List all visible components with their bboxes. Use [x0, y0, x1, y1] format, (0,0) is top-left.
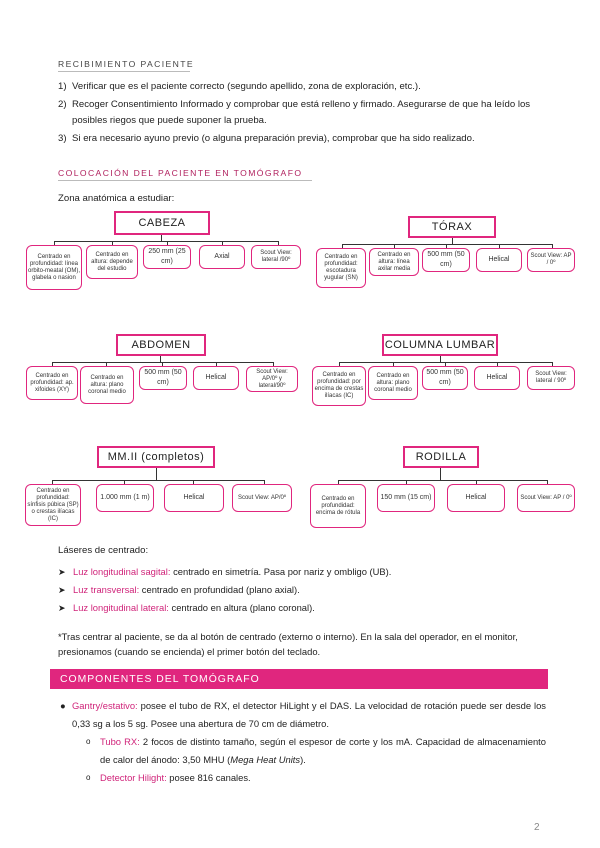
diagram-box: Centrado en altura: plano coronal medio — [368, 366, 418, 400]
page-number: 2 — [534, 822, 540, 833]
connector — [52, 480, 264, 481]
circle-bullet-icon: o — [86, 773, 91, 782]
title-underline — [58, 180, 312, 181]
detector-item: o Detector Hilight: posee 816 canales. — [86, 769, 546, 787]
list-item: ➤ Luz transversal: centrado en profundidad (plano axial). — [58, 581, 538, 599]
arrow-bullet-icon: ➤ — [58, 603, 66, 613]
diagram-box: Scout View: lateral /90º — [251, 245, 301, 269]
tubo-item: o Tubo RX: 2 focos de distinto tamaño, según el espesor de corte y los mA. Capacidad de almacenamiento de calor del ánodo: 3,50 MHU (Mega Heat Units). — [86, 733, 546, 769]
diagram-head-abdomen: ABDOMEN — [116, 334, 206, 356]
recibimiento-list — [58, 79, 546, 149]
list-item: ➤ Luz longitudinal sagital: centrado en simetría. Pasa por nariz y ombligo (UB). — [58, 563, 538, 581]
diagram-box: Centrado en profundidad: ap. xifoides (XY) — [26, 366, 78, 400]
laseres-title: Láseres de centrado: — [58, 545, 149, 556]
zona-label: Zona anatómica a estudiar: — [58, 193, 175, 204]
diagram-box: Centrado en altura: plano coronal medio — [80, 366, 134, 404]
list-item: ➤ Luz longitudinal lateral: centrado en altura (plano coronal). — [58, 599, 538, 617]
diagram-head-torax: TÓRAX — [408, 216, 496, 238]
section-title-recibimiento: RECIBIMIENTO PACIENTE — [58, 59, 195, 69]
diagram-box: Helical — [447, 484, 505, 512]
circle-bullet-icon: o — [86, 737, 91, 746]
bullet-icon: ● — [60, 700, 66, 711]
diagram-box: 250 mm (25 cm) — [143, 245, 191, 269]
diagram-box: Scout View: AP/0º y lateral/90º — [246, 366, 298, 392]
laseres-list — [58, 563, 538, 617]
diagram-head-cabeza: CABEZA — [114, 211, 210, 235]
diagram-box: 150 mm (15 cm) — [377, 484, 435, 512]
diagram-box: Scout View: AP/0º — [232, 484, 292, 512]
diagram-box: Helical — [474, 366, 520, 390]
diagram-head-rodilla: RODILLA — [403, 446, 479, 468]
diagram-box: Scout View: AP / 0º — [517, 484, 575, 512]
connector — [156, 468, 157, 480]
diagram-box: 1.000 mm (1 m) — [96, 484, 154, 512]
diagram-head-mmii: MM.II (completos) — [97, 446, 215, 468]
diagram-box: Scout View: lateral / 90º — [527, 366, 575, 390]
diagram-box: 500 mm (50 cm) — [422, 248, 470, 272]
diagram-box: Helical — [164, 484, 224, 512]
diagram-box: 500 mm (50 cm) — [422, 366, 468, 390]
diagram-box: Helical — [193, 366, 239, 390]
connector — [440, 468, 441, 480]
connector — [338, 480, 547, 481]
list-item: 2) Recoger Consentimiento Informado y comprobar que está relleno y firmado. Asegurarse de que ha leído los posibles riegos que puede suponer la prueba. — [58, 99, 531, 126]
diagram-box: Centrado en altura: línea axilar media — [369, 248, 419, 276]
diagram-box: Axial — [199, 245, 245, 269]
diagram-box: Centrado en profundidad: encima de rótula — [310, 484, 366, 528]
diagram-head-columna: COLUMNA LUMBAR — [382, 334, 498, 356]
arrow-bullet-icon: ➤ — [58, 567, 66, 577]
gantry-item: ● Gantry/estativo: posee el tubo de RX, el detector HiLight y el DAS. La velocidad de rotación puede ser desde los 0,33 sg a los 5 sg. Posee una abertura de 70 cm de diámetro. — [60, 697, 546, 733]
section-title-colocacion: COLOCACIÓN DEL PACIENTE EN TOMÓGRAFO — [58, 168, 303, 178]
diagram-box: Centrado en altura: depende del estudio — [86, 245, 138, 279]
list-item: 1) Verificar que es el paciente correcto (segundo apellido, zona de exploración, etc.). — [58, 81, 421, 92]
diagram-box: Helical — [476, 248, 522, 272]
title-underline — [58, 71, 190, 72]
arrow-bullet-icon: ➤ — [58, 585, 66, 595]
connector — [342, 244, 552, 245]
centrado-note: *Tras centrar al paciente, se da al botón de centrado (externo o interno). En la sala del operador, en el monitor, presionamos (cuando se encienda) el primer botón del teclado. — [58, 631, 518, 657]
diagram-box: Centrado en profundidad: por encima de crestas ilíacas (IC) — [312, 366, 366, 406]
diagram-box: Centrado en profundidad: línea orbito-meatal (OM), glabela o nasion — [26, 245, 82, 290]
diagram-box: Scout View: AP / 0º — [527, 248, 575, 272]
diagram-box: 500 mm (50 cm) — [139, 366, 187, 390]
diagram-box: Centrado en profundidad: escotadura yugular (SN) — [316, 248, 366, 288]
section-bar-componentes: COMPONENTES DEL TOMÓGRAFO — [50, 669, 548, 689]
list-item: 3) Si era necesario ayuno previo (o alguna preparación previa), comprobar que ha sido realizado. — [58, 133, 475, 144]
diagram-box: Centrado en profundidad: sínfisis púbica (SP) o crestas ilíacas (IC) — [25, 484, 81, 526]
